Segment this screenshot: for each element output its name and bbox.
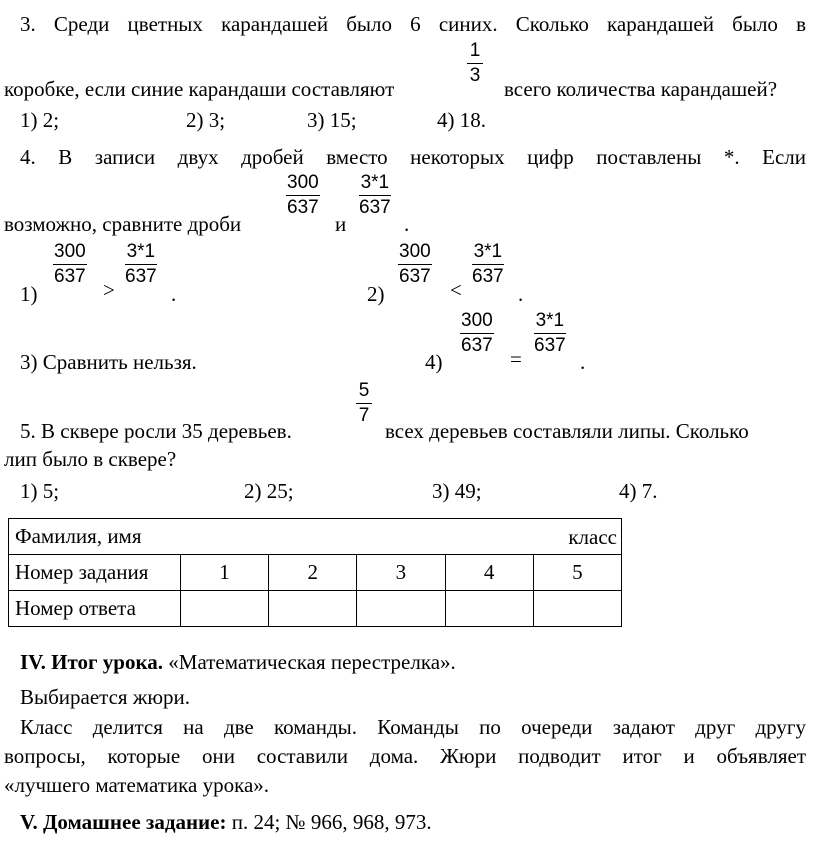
task-cell: 4 bbox=[445, 555, 533, 591]
q3-answer-4: 4) 18. bbox=[437, 108, 486, 132]
section4-heading: IV. Итог урока. bbox=[20, 650, 164, 674]
q5-frac-den: 7 bbox=[358, 405, 370, 426]
q5-answer-1: 1) 5; bbox=[20, 479, 60, 503]
q4-opt1-frac-a-num: 300 bbox=[53, 241, 87, 265]
q4-opt1-label: 1) bbox=[20, 282, 38, 306]
section4-p2-line3: «лучшего математика урока». bbox=[4, 773, 270, 797]
q4-opt1-frac-a-den: 637 bbox=[54, 266, 86, 287]
q4-opt4-frac-a-den: 637 bbox=[461, 335, 493, 356]
q5-line1b: всех деревьев составляли липы. Сколько bbox=[385, 419, 749, 443]
task-cell: 1 bbox=[180, 555, 268, 591]
section5-rest: п. 24; № 966, 968, 973. bbox=[226, 810, 432, 834]
table-row-answers bbox=[9, 591, 622, 627]
q3-line2b: всего количества карандашей? bbox=[504, 77, 778, 101]
answer-cell[interactable] bbox=[180, 591, 268, 627]
q4-frac-b-den: 637 bbox=[359, 197, 391, 218]
q5-answer-3: 3) 49; bbox=[432, 479, 482, 503]
q4-opt1-frac-b bbox=[125, 241, 157, 288]
q3-fraction bbox=[467, 40, 483, 87]
section4-p1: Выбирается жюри. bbox=[20, 685, 191, 709]
class-label: класс bbox=[568, 525, 617, 549]
q3-answer-2: 2) 3; bbox=[186, 108, 226, 132]
answer-cell[interactable] bbox=[445, 591, 533, 627]
q4-opt2-label: 2) bbox=[367, 282, 385, 306]
name-cell bbox=[9, 519, 622, 555]
q3-answer-1: 1) 2; bbox=[20, 108, 60, 132]
q4-opt2-frac-b bbox=[472, 241, 504, 288]
task-cell: 2 bbox=[269, 555, 357, 591]
q3-answer-3: 3) 15; bbox=[307, 108, 357, 132]
answer-cell[interactable] bbox=[357, 591, 445, 627]
q4-opt4-dot: . bbox=[580, 350, 586, 374]
q5-fraction bbox=[356, 380, 372, 427]
q4-opt3: 3) Сравнить нельзя. bbox=[20, 350, 197, 374]
q4-opt2-dot: . bbox=[518, 282, 524, 306]
table-row-tasks bbox=[9, 555, 622, 591]
q4-frac-b bbox=[359, 172, 391, 219]
q4-opt4-frac-a-num: 300 bbox=[460, 310, 494, 334]
q5-line2: лип было в сквере? bbox=[4, 447, 177, 471]
name-label: Фамилия, имя bbox=[15, 524, 142, 548]
q4-opt2-frac-a-num: 300 bbox=[398, 241, 432, 265]
q4-opt1-dot: . bbox=[171, 282, 177, 306]
task-cell: 3 bbox=[357, 555, 445, 591]
answer-table bbox=[8, 518, 622, 627]
q5-answer-4: 4) 7. bbox=[619, 479, 658, 503]
section5-line bbox=[20, 810, 432, 834]
q4-opt4-frac-b-num: 3*1 bbox=[534, 310, 566, 334]
table-row-name bbox=[9, 519, 622, 555]
q4-opt1-frac-b-den: 637 bbox=[125, 266, 157, 287]
q5-line1a: 5. В сквере росли 35 деревьев. bbox=[20, 419, 292, 443]
q3-frac-den: 3 bbox=[469, 65, 481, 86]
q4-opt1-frac-a bbox=[53, 241, 87, 288]
q4-opt2-frac-a-den: 637 bbox=[399, 266, 431, 287]
q4-opt4-frac-b-den: 637 bbox=[534, 335, 566, 356]
q4-dot: . bbox=[404, 212, 410, 236]
q4-opt4-frac-a bbox=[460, 310, 494, 357]
q4-frac-a bbox=[286, 172, 320, 219]
q3-line1: 3. Среди цветных карандашей было 6 синих. Сколько карандашей было в bbox=[20, 12, 806, 36]
section4-p2-line1: Класс делится на две команды. Команды по очереди задают друг другу bbox=[20, 715, 806, 739]
q5-answer-2: 2) 25; bbox=[244, 479, 294, 503]
q4-opt1-frac-b-num: 3*1 bbox=[125, 241, 157, 265]
q4-opt2-frac-b-den: 637 bbox=[472, 266, 504, 287]
q4-opt4-frac-b bbox=[534, 310, 566, 357]
q3-line2a: коробке, если синие карандаши составляют bbox=[4, 77, 395, 101]
q4-opt1-op: > bbox=[103, 278, 115, 302]
task-cell: 5 bbox=[533, 555, 621, 591]
q4-opt4-label: 4) bbox=[425, 350, 443, 374]
section4-heading-line bbox=[20, 650, 456, 674]
q4-opt2-frac-a bbox=[398, 241, 432, 288]
q4-frac-a-den: 637 bbox=[287, 197, 319, 218]
answer-cell[interactable] bbox=[533, 591, 621, 627]
q4-line1: 4. В записи двух дробей вместо некоторых цифр поставлены *. Если bbox=[20, 145, 806, 169]
answer-cell[interactable] bbox=[269, 591, 357, 627]
section5-heading: V. Домашнее задание: bbox=[20, 810, 227, 834]
q3-frac-num: 1 bbox=[467, 40, 483, 64]
answer-label: Номер ответа bbox=[9, 591, 181, 627]
q4-opt2-op: < bbox=[450, 278, 462, 302]
q5-frac-num: 5 bbox=[356, 380, 372, 404]
section4-heading-rest: «Математическая перестрелка». bbox=[163, 650, 456, 674]
section4-p2-line2: вопросы, которые они составили дома. Жюри подводит итог и объявляет bbox=[4, 744, 806, 768]
q4-opt4-op: = bbox=[510, 347, 522, 371]
q4-frac-b-num: 3*1 bbox=[359, 172, 391, 196]
q4-and: и bbox=[335, 212, 347, 236]
q4-line2a: возможно, сравните дроби bbox=[4, 212, 242, 236]
task-label: Номер задания bbox=[9, 555, 181, 591]
q4-frac-a-num: 300 bbox=[286, 172, 320, 196]
q4-opt2-frac-b-num: 3*1 bbox=[472, 241, 504, 265]
